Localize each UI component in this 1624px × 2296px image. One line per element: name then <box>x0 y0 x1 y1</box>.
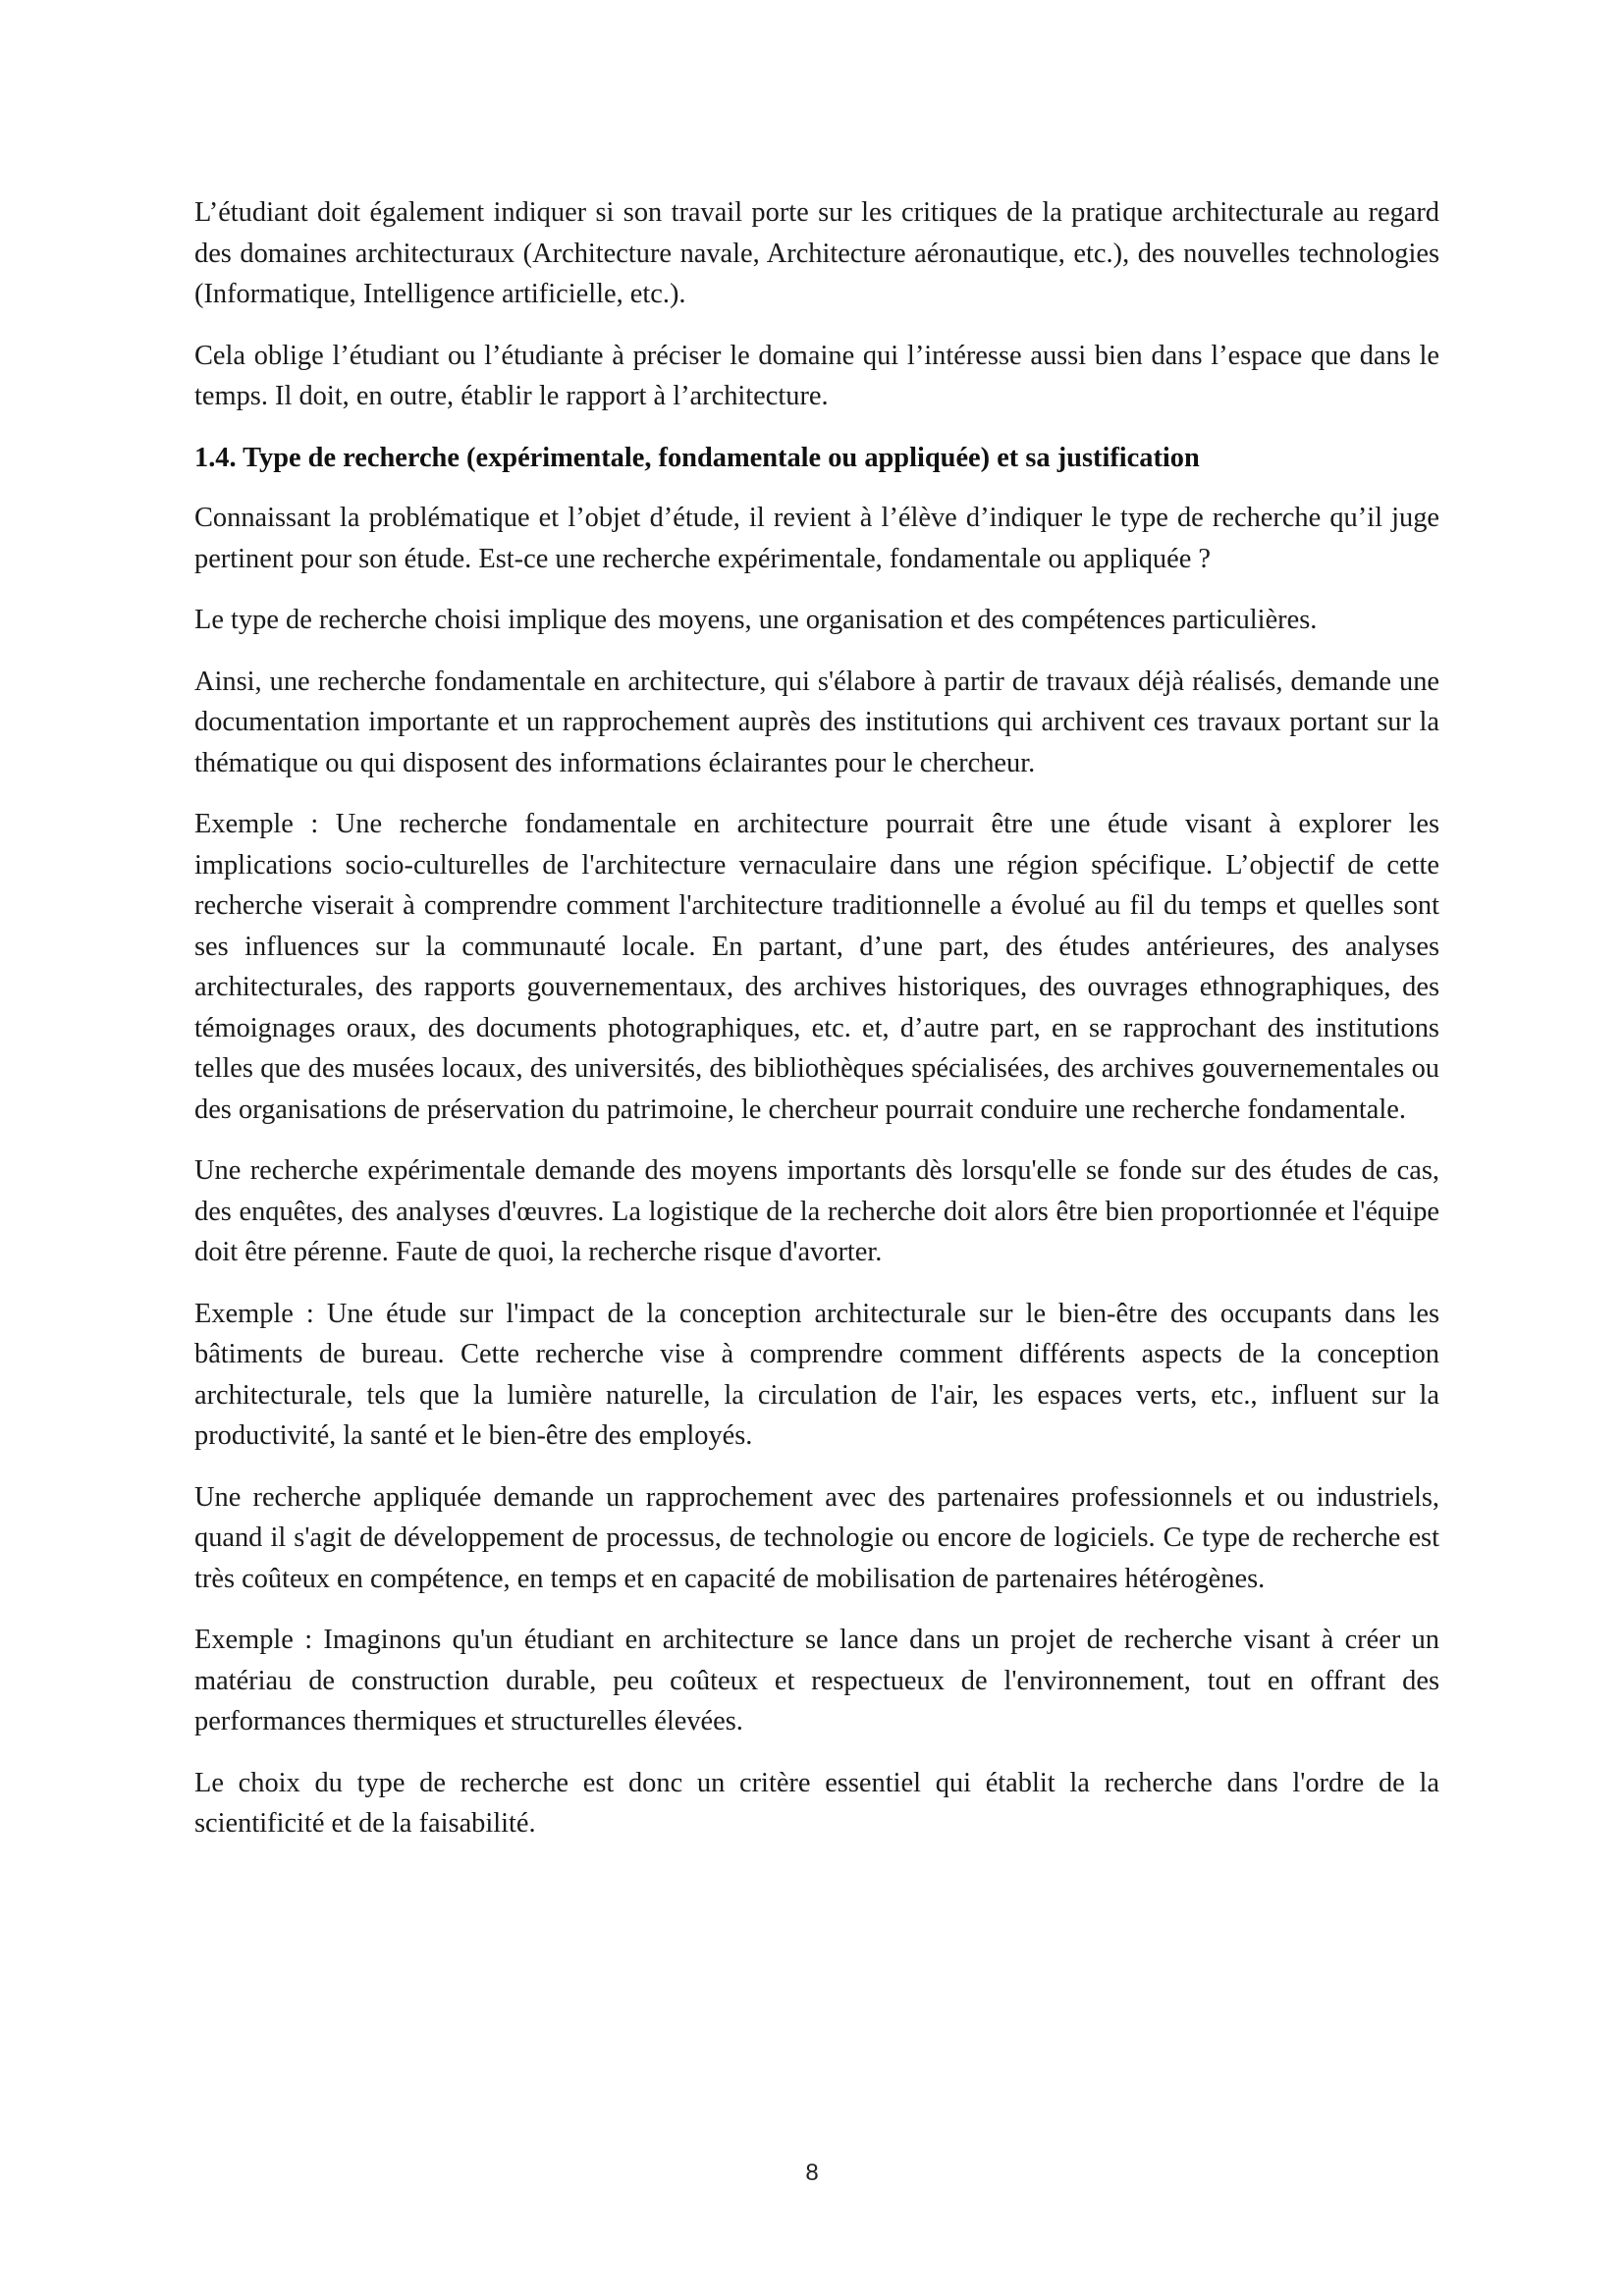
paragraph-conclusion: Le choix du type de recherche est donc un critère essentiel qui établit la recherche dans l'ordre de la scientificité et de la faisabilité. <box>194 1767 1439 1839</box>
paragraph-experimental-example: Exemple : Une étude sur l'impact de la conception architecturale sur le bien-être des occupants dans les bâtiments de bureau. Cette recherche vise à comprendre comment différents aspects de la conception architecturale, tels que la lumière naturelle, la circulation de l'air, les espaces verts, etc., influent sur la productivité, la santé et le bien-être des employés. <box>194 1298 1439 1451</box>
paragraph-domain-criticism: L’étudiant doit également indiquer si son travail porte sur les critiques de la pratique architecturale au regard des domaines architecturaux (Architecture navale, Architecture aéronautique, etc.), des nouvelles technologies (Informatique, Intelligence artificielle, etc.). <box>194 197 1439 309</box>
page-number: 8 <box>805 2160 819 2186</box>
paragraph-fundamental-example: Exemple : Une recherche fondamentale en architecture pourrait être une étude visant à explorer les implications socio-culturelles de l'architecture vernaculaire dans une région spécifique. L’objectif de cette recherche viserait à comprendre comment l'architecture traditionnelle a évolué au fil du temps et quelles sont ses influences sur la communauté locale. En partant, d’une part, des études antérieures, des analyses architecturales, des rapports gouvernementaux, des archives historiques, des ouvrages ethnographiques, des témoignages oraux, des documents photographiques, etc. et, d’autre part, en se rapprochant des institutions telles que des musées locaux, des universités, des bibliothèques spécialisées, des archives gouvernementales ou des organisations de préservation du patrimoine, le chercheur pourrait conduire une recherche fondamentale. <box>194 809 1439 1125</box>
paragraph-research-means: Le type de recherche choisi implique des moyens, une organisation et des compétences particulières. <box>194 605 1318 635</box>
paragraph-fundamental-research: Ainsi, une recherche fondamentale en architecture, qui s'élabore à partir de travaux déjà réalisés, demande une documentation importante et un rapprochement auprès des institutions qui archivent ces travaux portant sur la thématique ou qui disposent des informations éclairantes pour le chercheur. <box>194 666 1439 778</box>
section-heading: 1.4. Type de recherche (expérimentale, fondamentale ou appliquée) et sa justification <box>194 442 1200 473</box>
paragraph-experimental-research: Une recherche expérimentale demande des moyens importants dès lorsqu'elle se fonde sur des études de cas, des enquêtes, des analyses d'œuvres. La logistique de la recherche doit alors être bien proportionnée et l'équipe doit être pérenne. Faute de quoi, la recherche risque d'avorter. <box>194 1155 1439 1267</box>
paragraph-domain-precision: Cela oblige l’étudiant ou l’étudiante à préciser le domaine qui l’intéresse aussi bien dans l’espace que dans le temps. Il doit, en outre, établir le rapport à l’architecture. <box>194 340 1439 411</box>
paragraph-applied-example: Exemple : Imaginons qu'un étudiant en architecture se lance dans un projet de recherche visant à créer un matériau de construction durable, peu coûteux et respectueux de l'environnement, tout en offrant des performances thermiques et structurelles élevées. <box>194 1625 1439 1736</box>
paragraph-applied-research: Une recherche appliquée demande un rapprochement avec des partenaires professionnels et ou industriels, quand il s'agit de développement de processus, de technologie ou encore de logiciels. Ce type de recherche est très coûteux en compétence, en temps et en capacité de mobilisation de partenaires hétérogènes. <box>194 1481 1439 1594</box>
page-body <box>194 192 1439 1865</box>
paragraph-research-type-question: Connaissant la problématique et l’objet d’étude, il revient à l’élève d’indiquer le type de recherche qu’il juge pertinent pour son étude. Est-ce une recherche expérimentale, fondamentale ou appliquée ? <box>194 503 1439 574</box>
